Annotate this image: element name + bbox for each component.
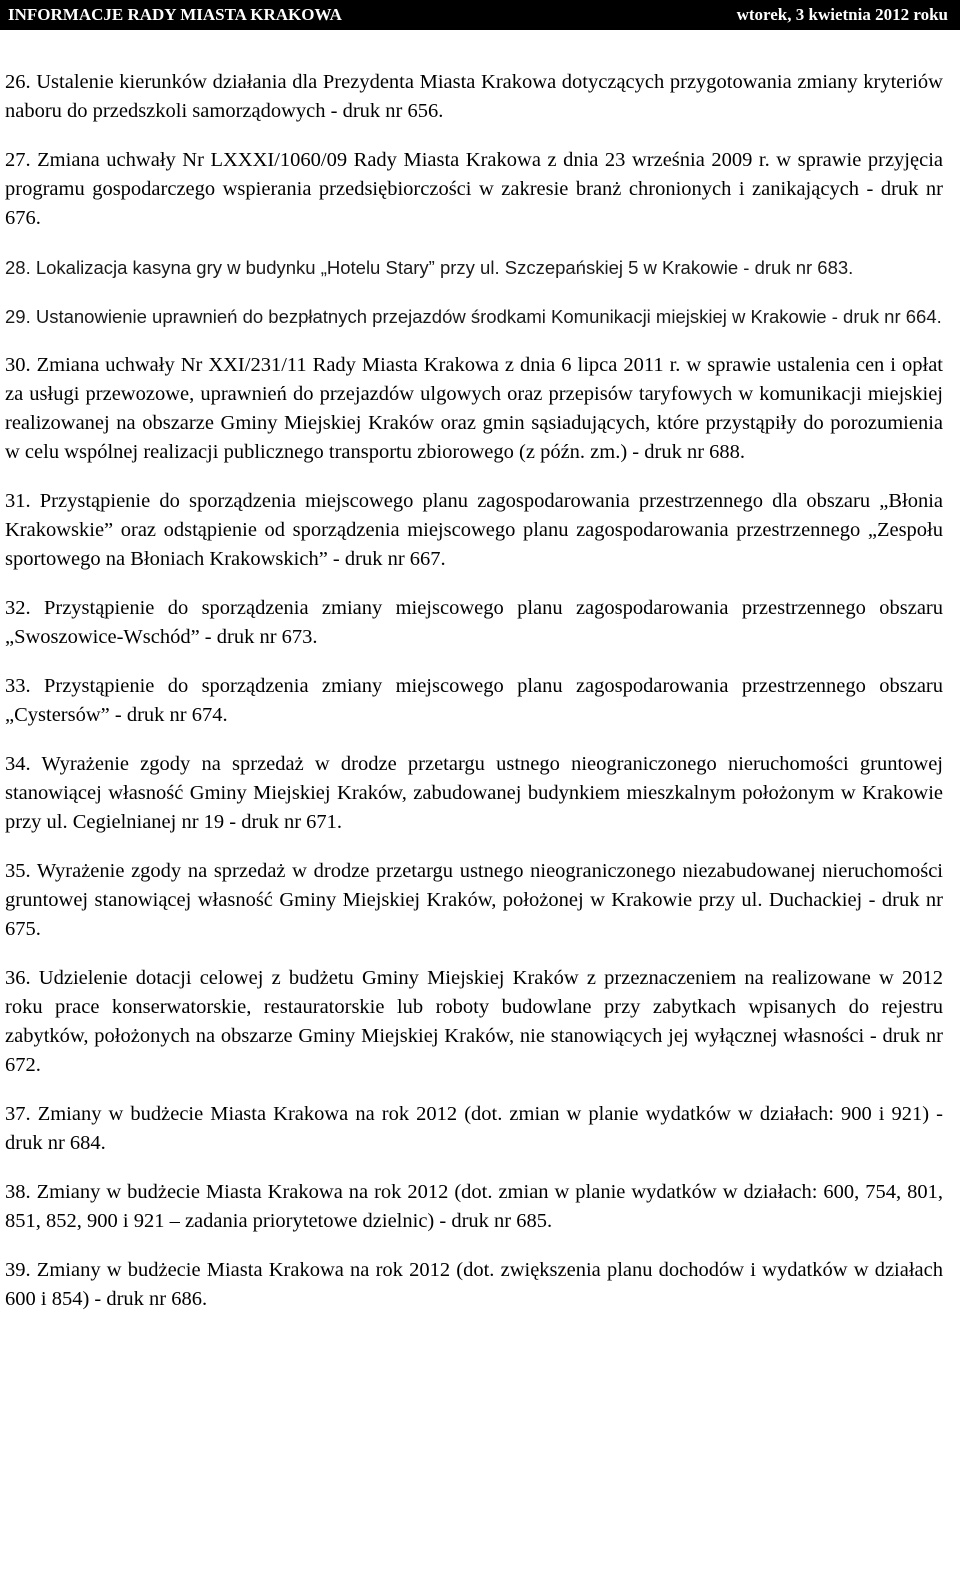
agenda-item-36: 36. Udzielenie dotacji celowej z budżetu Gminy Miejskiej Kraków z przeznaczeniem na realizowane w 2012 roku prace konserwatorskie, restauratorskie lub roboty budowlane przy zabytkach wpisanych do rejestru zabytków, położonych na obszarze Gminy Miejskiej Kraków, nie stanowiących jej wyłącznej własności - druk nr 672. [5, 967, 943, 1076]
header-title: INFORMACJE RADY MIASTA KRAKOWA [8, 5, 342, 24]
agenda-list [5, 68, 943, 1334]
agenda-item-27: 27. Zmiana uchwały Nr LXXXI/1060/09 Rady Miasta Krakowa z dnia 23 września 2009 r. w sprawie przyjęcia programu gospodarczego wspierania przedsiębiorczości w zakresie branż chronionych i zanikających - druk nr 676. [5, 149, 943, 229]
agenda-item-30: 30. Zmiana uchwały Nr XXI/231/11 Rady Miasta Krakowa z dnia 6 lipca 2011 r. w sprawie ustalenia cen i opłat za usługi przewozowe, uprawnień do przejazdów ulgowych oraz przepisów taryfowych w komunikacji miejskiej realizowanej na obszarze Gminy Miejskiej Kraków oraz gmin sąsiadujących, które przystąpiły do porozumienia w celu wspólnej realizacji publicznego transportu zbiorowego (z późn. zm.) - druk nr 688. [5, 354, 943, 463]
agenda-item-26: 26. Ustalenie kierunków działania dla Prezydenta Miasta Krakowa dotyczących przygotowania zmiany kryteriów naboru do przedszkoli samorządowych - druk nr 656. [5, 71, 943, 122]
page-header [0, 0, 960, 30]
agenda-item-31: 31. Przystąpienie do sporządzenia miejscowego planu zagospodarowania przestrzennego dla obszaru „Błonia Krakowskie” oraz odstąpienie od sporządzenia miejscowego planu zagospodarowania przestrzennego „Zespołu sportowego na Błoniach Krakowskich” - druk nr 667. [5, 490, 943, 570]
agenda-item-37: 37. Zmiany w budżecie Miasta Krakowa na rok 2012 (dot. zmian w planie wydatków w działach: 900 i 921) - druk nr 684. [5, 1103, 943, 1154]
agenda-item-29: 29. Ustanowienie uprawnień do bezpłatnych przejazdów środkami Komunikacji miejskiej w Krakowie - druk nr 664. [5, 306, 942, 327]
agenda-item-28: 28. Lokalizacja kasyna gry w budynku „Hotelu Stary” przy ul. Szczepańskiej 5 w Krakowie - druk nr 683. [5, 257, 854, 278]
agenda-item-32: 32. Przystąpienie do sporządzenia zmiany miejscowego planu zagospodarowania przestrzennego obszaru „Swoszowice-Wschód” - druk nr 673. [5, 597, 943, 648]
agenda-item-34: 34. Wyrażenie zgody na sprzedaż w drodze przetargu ustnego nieograniczonego nieruchomości gruntowej stanowiącej własność Gminy Miejskiej Kraków, zabudowanej budynkiem mieszkalnym położonym w Krakowie przy ul. Cegielnianej nr 19 - druk nr 671. [5, 753, 943, 833]
agenda-item-39: 39. Zmiany w budżecie Miasta Krakowa na rok 2012 (dot. zwiększenia planu dochodów i wydatków w działach 600 i 854) - druk nr 686. [5, 1259, 943, 1310]
agenda-item-33: 33. Przystąpienie do sporządzenia zmiany miejscowego planu zagospodarowania przestrzennego obszaru „Cystersów” - druk nr 674. [5, 675, 943, 726]
agenda-item-38: 38. Zmiany w budżecie Miasta Krakowa na rok 2012 (dot. zmian w planie wydatków w działach: 600, 754, 801, 851, 852, 900 i 921 – zadania priorytetowe dzielnic) - druk nr 685. [5, 1181, 943, 1232]
header-date: wtorek, 3 kwietnia 2012 roku [736, 5, 948, 24]
agenda-item-35: 35. Wyrażenie zgody na sprzedaż w drodze przetargu ustnego nieograniczonego niezabudowanej nieruchomości gruntowej stanowiącej własność Gminy Miejskiej Kraków, położonej w Krakowie przy ul. Duchackiej - druk nr 675. [5, 860, 943, 940]
